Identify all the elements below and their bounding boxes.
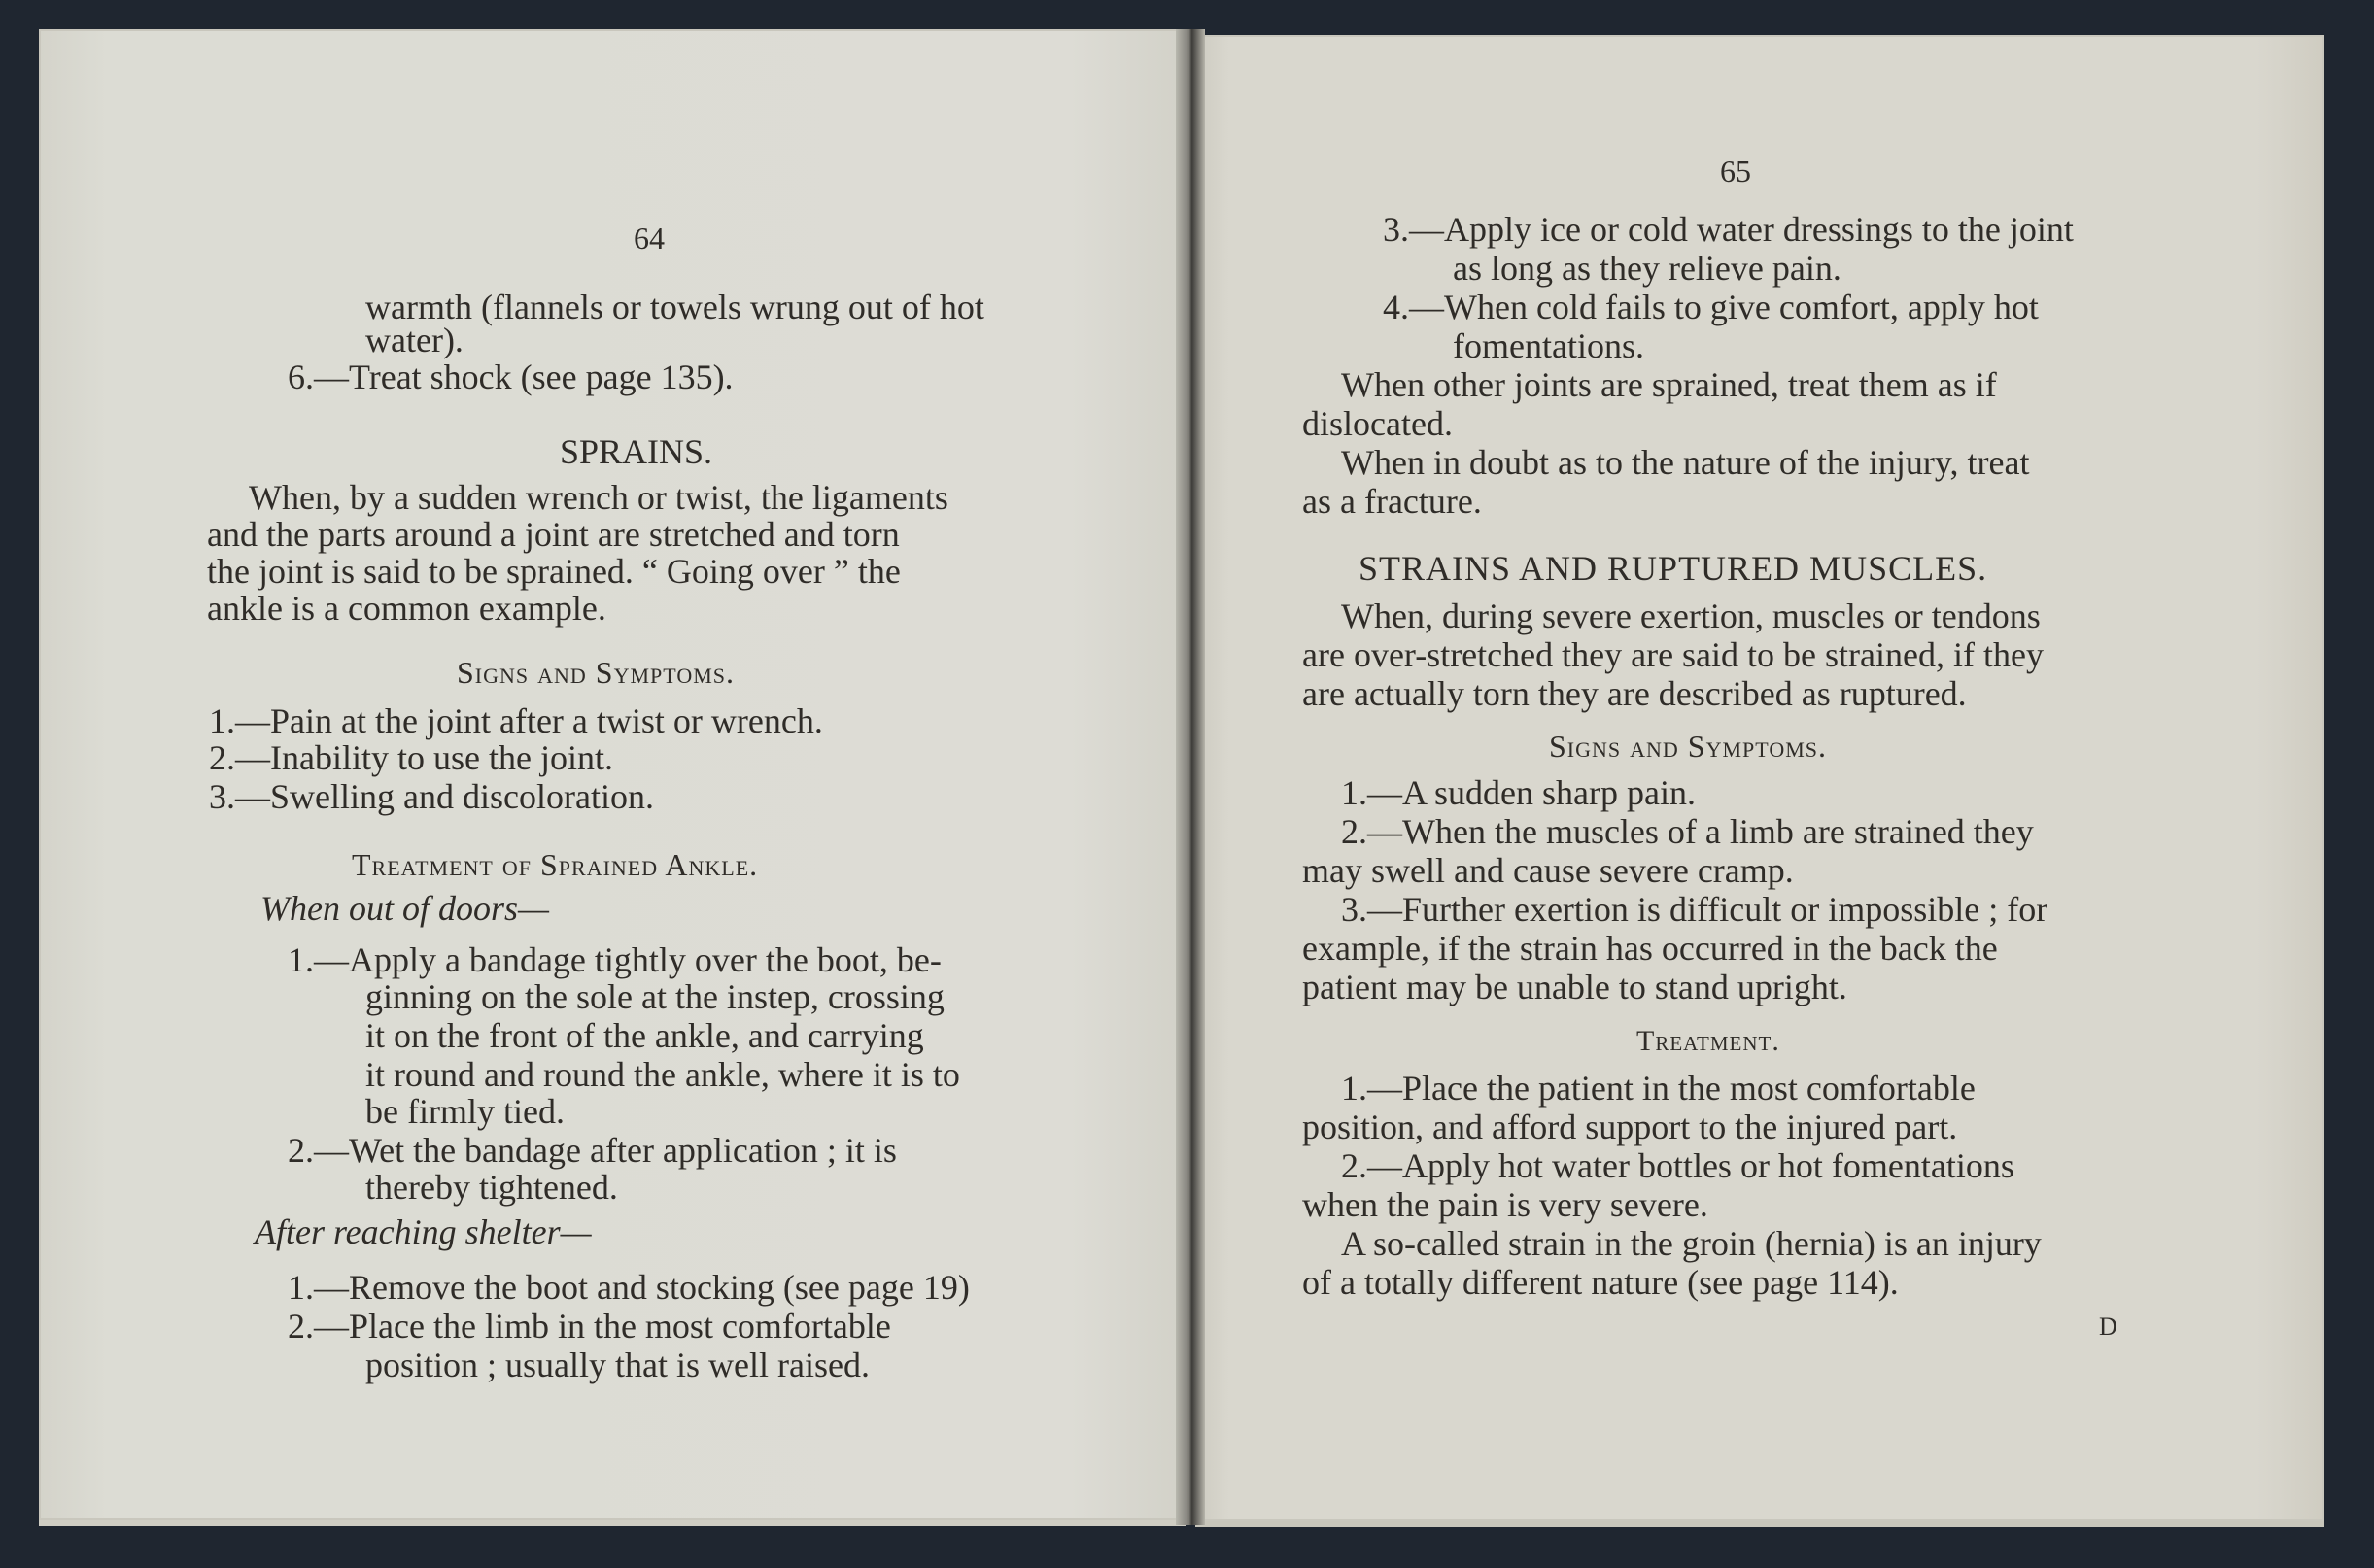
list-item: 1.—Place the patient in the most comfortable xyxy=(1341,1069,1976,1108)
text-line: fomentations. xyxy=(1453,326,1644,365)
subheading: Signs and Symptoms. xyxy=(1549,729,1828,764)
paragraph-line: are over-stretched they are said to be strained, if they xyxy=(1302,635,2044,674)
section-heading: STRAINS AND RUPTURED MUSCLES. xyxy=(1359,549,1988,588)
list-item: it on the front of the ankle, and carrying xyxy=(365,1016,924,1055)
list-item: 2.—Inability to use the joint. xyxy=(209,738,613,777)
list-item: may swell and cause severe cramp. xyxy=(1302,851,1794,890)
list-item: 2.—Apply hot water bottles or hot fomentations xyxy=(1341,1146,2014,1185)
list-item: 2.—When the muscles of a limb are strained they xyxy=(1341,812,2034,851)
list-item: ginning on the sole at the instep, crossing xyxy=(365,977,945,1016)
text-line: as a fracture. xyxy=(1302,482,1482,521)
list-item: patient may be unable to stand upright. xyxy=(1302,968,1847,1006)
list-item: 1.—Remove the boot and stocking (see page 19) xyxy=(288,1268,970,1307)
list-item: thereby tightened. xyxy=(365,1168,618,1207)
list-item: example, if the strain has occurred in the back the xyxy=(1302,929,1998,968)
list-item: when the pain is very severe. xyxy=(1302,1185,1708,1224)
list-item: 2.—Wet the bandage after application ; it is xyxy=(288,1131,897,1170)
list-item: it round and round the ankle, where it is to xyxy=(365,1055,960,1094)
page-number: 65 xyxy=(1720,153,1751,188)
list-item: 3.—Further exertion is difficult or impossible ; for xyxy=(1341,890,2048,929)
list-item: be firmly tied. xyxy=(365,1092,565,1131)
section-heading: SPRAINS. xyxy=(560,432,713,471)
text-line: warmth (flannels or towels wrung out of hot xyxy=(365,288,984,326)
paragraph-line: the joint is said to be sprained. “ Going over ” the xyxy=(207,552,901,591)
paragraph-line: and the parts around a joint are stretched and torn xyxy=(207,515,900,554)
subheading: Treatment. xyxy=(1636,1025,1780,1057)
text-line: dislocated. xyxy=(1302,404,1453,443)
subheading: Treatment of Sprained Ankle. xyxy=(352,847,759,882)
text-line: 4.—When cold fails to give comfort, apply hot xyxy=(1383,288,2039,326)
paragraph-line: ankle is a common example. xyxy=(207,589,606,628)
text-line: When in doubt as to the nature of the injury, treat xyxy=(1341,443,2030,482)
paragraph-line: When, by a sudden wrench or twist, the ligaments xyxy=(249,478,948,517)
list-item: 3.—Swelling and discoloration. xyxy=(209,777,654,816)
subheading: Signs and Symptoms. xyxy=(457,655,736,690)
text-line: water). xyxy=(365,321,464,359)
text-line: When other joints are sprained, treat them as if xyxy=(1341,365,1997,404)
text-line: 6.—Treat shock (see page 135). xyxy=(288,358,734,396)
signature-mark: D xyxy=(2099,1312,2117,1341)
list-item: 1.—Apply a bandage tightly over the boot, be- xyxy=(288,940,942,979)
paragraph-line: When, during severe exertion, muscles or tendons xyxy=(1341,597,2041,635)
list-item: 1.—Pain at the joint after a twist or wrench. xyxy=(209,701,823,740)
list-item: 2.—Place the limb in the most comfortable xyxy=(288,1307,891,1346)
paragraph-line: A so-called strain in the groin (hernia) is an injury xyxy=(1341,1224,2042,1263)
paragraph-line: are actually torn they are described as ruptured. xyxy=(1302,674,1967,713)
page-number: 64 xyxy=(634,221,665,256)
italic-heading: When out of doors— xyxy=(260,889,549,928)
paragraph-line: of a totally different nature (see page 114). xyxy=(1302,1263,1899,1302)
text-line: as long as they relieve pain. xyxy=(1453,249,1841,288)
italic-heading: After reaching shelter— xyxy=(255,1212,592,1251)
list-item: position, and afford support to the injured part. xyxy=(1302,1108,1958,1146)
book-gutter xyxy=(1176,29,1205,1525)
list-item: position ; usually that is well raised. xyxy=(365,1346,870,1384)
text-line: 3.—Apply ice or cold water dressings to the joint xyxy=(1383,210,2074,249)
list-item: 1.—A sudden sharp pain. xyxy=(1341,773,1696,812)
